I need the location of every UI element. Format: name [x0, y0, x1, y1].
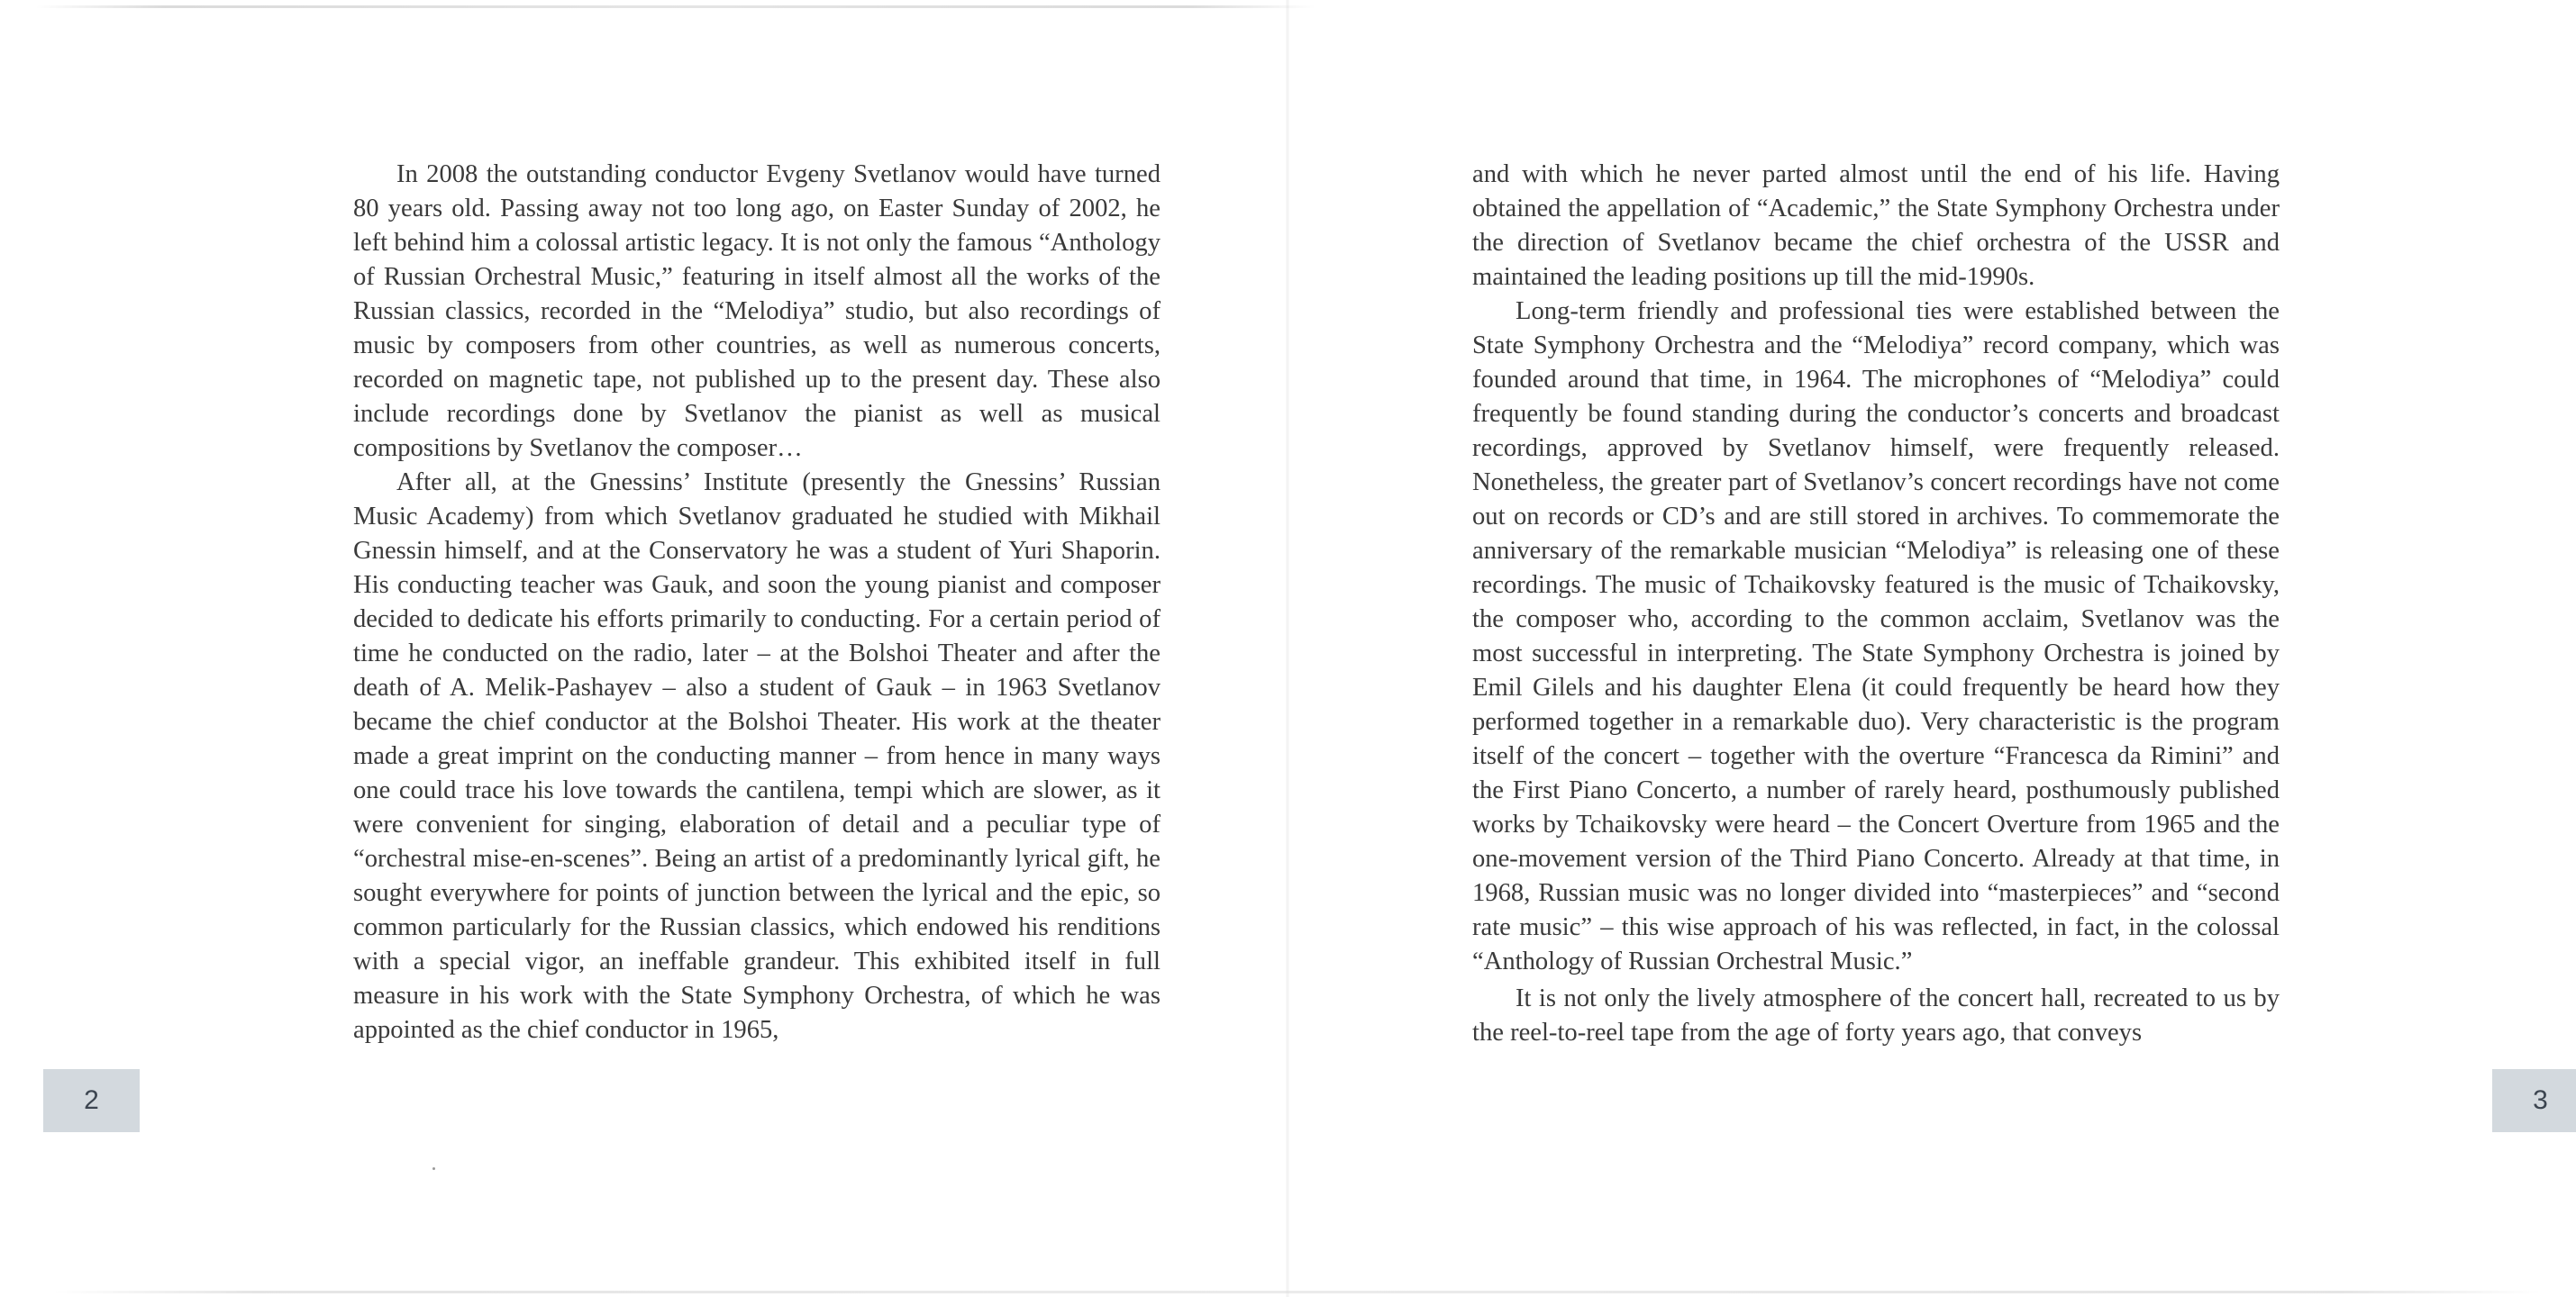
- right-paragraph-2: Long-term friendly and professional ties were established between the State Symphony Orchestra and the “Melodiya” record company, which was founded around that time, in 1964. The microphones of “Melodiya” could frequently be found standing during the conductor’s concerts and broadcast recordings, approved by Svetlanov himself, were frequently released. Nonetheless, the greater part of Svetlanov’s concert recordings have not come out on records or CD’s and are still stored in archives. To commemorate the anniversary of the remarkable musician “Melodiya” is releasing one of these recordings. The music of Tchaikovsky featured is the music of Tchaikovsky, the composer who, according to the common acclaim, Svetlanov was the most successful in interpreting. The State Symphony Orchestra is joined by Emil Gilels and his daughter Elena (it could frequently be heard how they performed together in a remarkable duo). Very characteristic is the program itself of the concert – together with the overture “Francesca da Rimini” and the First Piano Concerto, a number of rarely heard, posthumously published works by Tchaikovsky were heard – the Concert Overture from 1965 and the one-movement version of the Third Piano Concerto. Already at that time, in 1968, Russian music was no longer divided into “masterpieces” and “second rate music” – this wise approach of his was reflected, in fact, in the colossal “Anthology of Russian Orchestral Music.”: [1472, 297, 2280, 975]
- left-paragraph-1: In 2008 the outstanding conductor Evgeny Svetlanov would have turned 80 years old. Passing away not too long ago, on Easter Sunday of 2002, he left behind him a colossal artistic legacy. It is not only the famous “Anthology of Russian Orchestral Music,” featuring in itself almost all the works of the Russian classics, recorded in the “Melodiya” studio, but also recordings of music by composers from other countries, as well as numerous concerts, recorded on magnetic tape, not published up to the present day. These also include recordings done by Svetlanov the pianist as well as musical compositions by Svetlanov the composer…: [353, 160, 1161, 462]
- page-bottom-edge: [54, 1291, 2541, 1293]
- book-spine: [1286, 0, 1289, 1297]
- paper-speck: [432, 1167, 435, 1170]
- right-page: [1288, 0, 2576, 1297]
- right-paragraph-3: It is not only the lively atmosphere of the concert hall, recreated to us by the reel-to-reel tape from the age of forty years ago, that conveys: [1472, 984, 2280, 1047]
- page-number-left: 2: [43, 1069, 140, 1132]
- page-top-edge: [36, 5, 1315, 8]
- left-paragraph-2: After all, at the Gnessins’ Institute (presently the Gnessins’ Russian Music Academy) from which Svetlanov graduated he studied with Mikhail Gnessin himself, and at the Conservatory he was a student of Yuri Shaporin. His conducting teacher was Gauk, and soon the young pianist and composer decided to dedicate his efforts primarily to conducting. For a certain period of time he conducted on the radio, later – at the Bolshoi Theater and after the death of A. Melik-Pashayev – also a student of Gauk – in 1963 Svetlanov became the chief conductor at the Bolshoi Theater. His work at the theater made a great imprint on the conducting manner – from hence in many ways one could trace his love towards the cantilena, tempi which are slower, as it were convenient for singing, elaboration of detail and a peculiar type of “orchestral mise-en-scenes”. Being an artist of a predominantly lyrical gift, he sought everywhere for points of junction between the lyrical and the epic, so common particularly for the Russian classics, which endowed his renditions with a special vigor, an ineffable grandeur. This exhibited itself in full measure in his work with the State Symphony Orchestra, of which he was appointed as the chief conductor in 1965,: [353, 468, 1161, 1044]
- left-page-text-column: [353, 158, 1161, 1048]
- right-paragraph-1: and with which he never parted almost until the end of his life. Having obtained the appellation of “Academic,” the State Symphony Orchestra under the direction of Svetlanov became the chief orchestra of the USSR and maintained the leading positions up till the mid-1990s.: [1472, 160, 2280, 291]
- right-page-text-column: [1472, 158, 2280, 1050]
- page-number-right: 3: [2492, 1069, 2576, 1132]
